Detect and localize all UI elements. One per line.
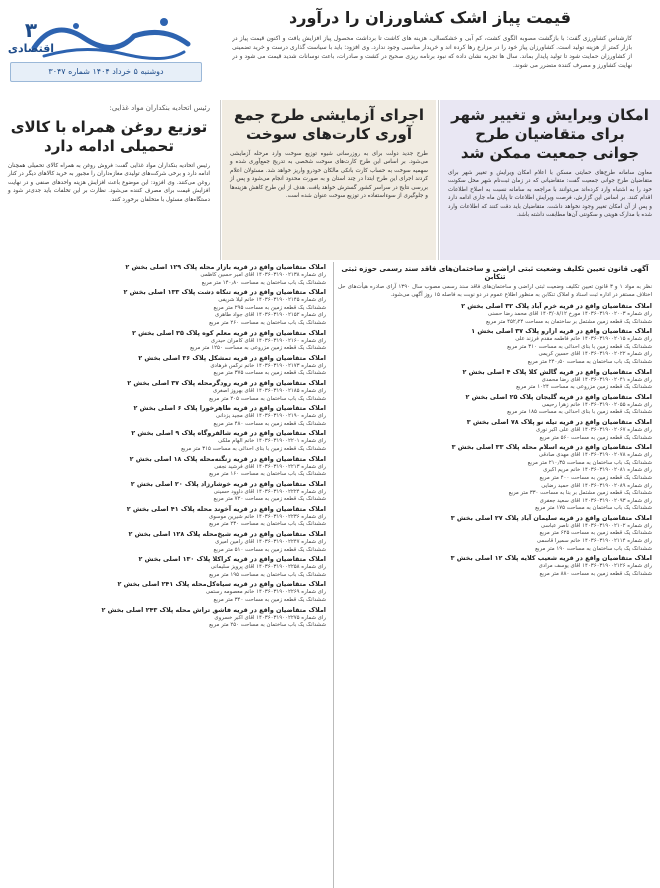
notice-entry-line: رأی شماره ۱۴۰۳۶۰۳۱۹۰۰۲۱۴۵ خانم لیلا شریفی [218,297,326,304]
feature-article-housing [440,100,660,260]
feature-article-fuel-cards [222,100,436,260]
feature-headline: امکان ویرایش و تغییر شهر برای متقاضیان طرح جوانی جمعیت ممکن شد [451,106,649,162]
notice-entry-line: ششدانگ یک باب ساختمان به مساحت ۱۹۵ متر مربع [209,571,326,578]
feature-body: معاون سامانه طرح‌های حمایتی مسکن با اعلام امکان ویرایش و تغییر شهر برای متقاضیان طرح جوانی جمعیت گفت: متقاضیانی که در زمان ثبت‌نام شهر محل سکونت خود را به اشتباه وارد کرده‌اند می‌توانند با مراجعه به سامانه نسبت به اصلاح اطلاعات اقدام کنند. بر اساس این گزارش، فرصت ویرایش اطلاعات تا پایان ماه جاری ادامه دارد و پس از آن امکان تغییر وجود نخواهد داشت. متقاضیان باید دقت کنند که اطلاعات وارد شده با مدارک هویتی و سکونتی آن‌ها مطابقت داشته باشد. [448,170,652,219]
notice-entry-line: رأی شماره ۱۴۰۳۶۰۳۱۹۰۰۲۱۵۲ آقای جواد طاهری [215,312,326,319]
feature-headline: اجرای آزمایشی طرح جمع آوری کارت‌های سوخت [234,106,424,143]
notice-entry-line: رأی شماره ۱۴۰۳۶۰۳۱۹۰۰۲۲۲۴ آقای داوود حسینی [213,488,326,495]
notice-column-right [333,262,656,888]
notice-header: آگهی قانون تعیین تکلیف وضعیت ثبتی اراضی و ساختمان‌های فاقد سند رسمی حوزه ثبتی تنکابن [341,265,649,281]
notice-entry-line: رأی شماره ۱۴۰۳۶۰۳۱۹۰۰۲۰۸۹ آقای حمید رضایی [541,482,652,489]
notice-entry-title: املاک متقاضیان واقع در قریه خوشارزاد پلاک ۲۰ اصلی بخش ۲ [130,479,326,488]
notice-entry-line: رأی شماره ۱۴۰۳۶۰۳۱۹۰۰۲۲۱۳ آقای فرشید نجفی [214,463,326,470]
notice-entry-line: ششدانگ یک قطعه زمین به مساحت ۲۹۵ متر مربع [213,304,326,311]
notice-column-left [4,262,330,888]
notice-entry-line: ششدانگ یک باب ساختمان به مساحت ۲۶۰ متر مربع [209,319,326,326]
notice-entry-title: املاک متقاضیان واقع در قریه شیخ‌محله پلاک ۱۲۸ اصلی بخش ۲ [128,530,326,539]
notice-entries-left [4,262,330,630]
notice-entry-line: رأی شماره ۱۴۰۳۶۰۳۱۹۰۰۲۰۶۷ آقای علی اکبر نوری [536,426,652,433]
column-divider [438,100,439,260]
notice-entry-line: ششدانگ یک باب ساختمان به مساحت ۲۱۰٫۳۵ متر مربع [527,459,652,466]
notice-entry-line: رأی شماره ۱۴۰۳۶۰۳۱۹۰۰۲۲۳۶ خانم شیرین موسوی [208,513,326,520]
notice-entry-title: املاک متقاضیان واقع در قریه طاهرخورا پلاک ۶ اصلی بخش ۲ [133,404,326,413]
notice-intro: نظر به مواد ۱ و ۳ قانون تعیین تکلیف وضعیت ثبتی اراضی و ساختمان‌های فاقد سند رسمی مصوب سال ۱۳۹۰ آرای صادره هیأت‌های حل اختلاف مستقر در اداره ثبت اسناد و املاک تنکابن به منظور اطلاع عموم در دو نوبت به فاصله ۱۵ روز آگهی می‌شود. [338,284,652,298]
notice-entry-title: املاک متقاضیان واقع در قریه بازار محله پلاک ۱۲۹ اصلی بخش ۲ [125,263,326,271]
notice-entry-line: ششدانگ یک قطعه زمین به مساحت ۳۴۰ متر مربع [213,597,326,604]
lead-headline: قیمت پیاز اشک کشاورزان را درآورد [289,8,571,27]
notice-entry-line: رأی شماره ۱۴۰۳۶۰۳۱۹۰۰۲۱۹۰ آقای مجید یزدانی [215,413,326,420]
notice-entry-title: املاک متقاضیان واقع در قریه فاشق تراش محله پلاک ۲۴۳ اصلی بخش ۲ [101,605,326,614]
notice-entry-line: رأی شماره ۱۴۰۳۶۰۳۱۹۰۰۲۱۳۸ آقای امیر حسین کاظمی [200,272,326,278]
notice-entry-title: املاک متقاضیان واقع در قریه ازارو پلاک ۳۷ اصلی بخش ۱ [471,327,652,336]
notice-entry-line: ششدانگ یک باب ساختمان به مساحت ۱۷۵ متر مربع [535,505,652,512]
notice-entry-line: ششدانگ یک قطعه زمین با بنای احداثی به مساحت ۳۱۵ متر مربع [181,445,326,452]
notice-entry-line: رأی شماره ۱۴۰۳۶۰۳۱۹۰۰۲۱۱۴ خانم سمیرا قاسمی [536,538,652,545]
notice-entry-line: ششدانگ یک باب ساختمان به مساحت ۲۰۵ متر مربع [209,395,326,402]
notice-entry-line: ششدانگ یک باب ساختمان به مساحت ۲۴۰٫۵۰ متر مربع [527,358,652,365]
notice-entry-line: ششدانگ یک باب ساختمان به مساحت ۲۵۰ متر مربع [209,622,326,629]
feature-headline: توزیع روغن همراه با کالای تحمیلی ادامه دارد [10,118,208,155]
notice-entry-title: املاک متقاضیان واقع در قریه تمشکل پلاک ۳۶ اصلی بخش ۲ [138,353,326,362]
notice-entry-title: املاک متقاضیان واقع در قریه شالفروگاه پلاک ۹ اصلی بخش ۲ [131,429,326,438]
notice-entry-line: ششدانگ یک قطعه زمین به مساحت ۴۸۰ متر مربع [213,420,326,427]
notice-entry-line: رأی شماره ۱۴۰۳۶۰۳۱۹۰۰۲۰۰۳ مورخ ۱۴۰۳/۰۸/۱۲ آقای محمد رضا حسنی [487,311,652,317]
notice-entry-line: ششدانگ یک قطعه زمین به مساحت ۸۸۰ متر مربع [539,570,652,577]
notice-entries-right [334,301,656,578]
notice-entry-title: املاک متقاضیان واقع در قریه اسلام محله پلاک ۳۳ اصلی بخش ۳ [451,443,652,452]
notice-entry-line: رأی شماره ۱۴۰۳۶۰۳۱۹۰۰۲۱۶۰ آقای کامران حیدری [210,337,326,344]
notice-entry-title: املاک متقاضیان واقع در قریه گالش کلا پلاک ۴ اصلی بخش ۲ [462,367,652,376]
notice-entry-line: رأی شماره ۱۴۰۳۶۰۳۱۹۰۰۲۲۷۵ آقای اکبر خسروی [214,614,326,621]
notice-entry-line: رأی شماره ۱۴۰۳۶۰۳۱۹۰۰۲۰۲۲ آقای حسین کریمی [538,351,652,358]
notice-entry-title: املاک متقاضیان واقع در قریه شعیب کلایه پلاک ۱۲ اصلی بخش ۳ [450,554,652,563]
notice-entry-title: املاک متقاضیان واقع در قریه رودگرمحله پلاک ۳۷ اصلی بخش ۲ [127,378,326,387]
notice-entry-title: املاک متقاضیان واقع در قریه سیاه‌کل‌محله پلاک ۲۴۱ اصلی بخش ۲ [117,580,326,589]
notice-entry-line: رأی شماره ۱۴۰۳۶۰۳۱۹۰۰۲۱۷۳ خانم نرگس فرهادی [210,362,326,369]
notice-entry-line: ششدانگ یک قطعه زمین مشتمل بر ساختمان به مساحت ۴۵۲٫۲۴ متر مربع [485,318,652,325]
notice-entry-title: املاک متقاضیان واقع در قریه آخوند محله پلاک ۴۱ اصلی بخش ۲ [126,504,326,513]
notice-entry-title: املاک متقاضیان واقع در قریه خرم آباد پلاک ۳۲ اصلی بخش ۲ [461,302,652,310]
notice-entry-line: رأی شماره ۱۴۰۳۶۰۳۱۹۰۰۲۰۸۱ خانم مریم اکبری [543,467,652,474]
issue-info-bar: دوشنبه ۵ خرداد ۱۴۰۴ شماره ۳۰۴۷ [10,62,202,82]
notice-entry-line: ششدانگ یک قطعه زمین به مساحت ۶۲۵ متر مربع [539,530,652,537]
notice-entry-line: رأی شماره ۱۴۰۳۶۰۳۱۹۰۰۲۱۰۲ آقای ناصر عباسی [540,522,652,529]
registry-notices [0,262,660,888]
section-label: اقتصادی [7,42,55,55]
notice-entry-title: املاک متقاضیان واقع در قریه معلم کوه پلاک ۳۵ اصلی بخش ۲ [131,328,326,337]
notice-entry-line: ششدانگ یک قطعه زمین مزروعی به مساحت ۱۰۲۴ متر مربع [516,384,652,391]
notice-entry-title: املاک متقاضیان واقع در قریه کراکلا پلاک ۱۳۰ اصلی بخش ۲ [138,555,326,564]
notice-entry-line: ششدانگ یک باب ساختمان به مساحت ۱۶۰ متر مربع [209,471,326,478]
notice-entry-line: ششدانگ یک قطعه زمین مشتمل بر بنا به مساحت ۳۳۰ متر مربع [508,490,652,497]
masthead [0,0,660,98]
notice-entry-line: رأی شماره ۱۴۰۳۶۰۳۱۹۰۰۲۱۲۶ آقای یوسف مرادی [538,563,652,570]
notice-entry-line: ششدانگ یک قطعه زمین به مساحت ۳۷۵ متر مربع [213,370,326,377]
notice-entry-line: رأی شماره ۱۴۰۳۶۰۳۱۹۰۰۲۰۴۱ آقای رضا محمدی [541,376,652,383]
notice-entry-title: املاک متقاضیان واقع در قریه تیله نو پلاک ۷۸ اصلی بخش ۳ [466,417,652,426]
lead-article-text: کارشناس کشاورزی گفت: با بازگشت مصوبه الگوی کشت، کم آبی و خشکسالی، هزینه های کاشت تا برداشت محصول پیاز افزایش یافت و اکنون قیمت پیاز در بازار کمتر از هزینه تولید است. کشاورزان پیاز خود را در مزارع رها کرده اند و خریدار مناسبی وجود ندارد. وی افزود: باید با سیاست گذاری درست و خرید تضمینی از کشاورزان حمایت شود تا تولید پایدار بماند. سال ها تجربه نشان داده که نبود برنامه ریزی صحیح در کشت و صادرات، باعث نوسانات شدید قیمت می شود و در نهایت کشاورز و مصرف کننده متضرر می شوند. [232,35,632,69]
notice-entry-line: ششدانگ یک قطعه زمین با بنای احداثی به مساحت ۱۸۵ متر مربع [507,409,652,416]
notice-entry-line: رأی شماره ۱۴۰۳۶۰۳۱۹۰۰۲۱۸۵ آقای بهروز اصغری [212,387,326,394]
notice-entry-line: رأی شماره ۱۴۰۳۶۰۳۱۹۰۰۲۲۴۷ آقای رامین امیری [215,539,326,546]
notice-entry-line: ششدانگ یک باب ساختمان به مساحت ۱۴۰٫۸۰ متر مربع [201,279,326,286]
notice-entry-line: رأی شماره ۱۴۰۳۶۰۳۱۹۰۰۲۰۱۵ خانم فاطمه مقدم فرزند علی [515,336,652,343]
notice-entry-title: املاک متقاضیان واقع در قریه زنگنه‌محله پلاک ۱۸ اصلی بخش ۲ [129,454,326,463]
notice-entry-line: ششدانگ یک قطعه زمین به مساحت ۵۶۰ متر مربع [539,434,652,441]
page-number: ۳ [24,18,38,42]
notice-entry-line: رأی شماره ۱۴۰۳۶۰۳۱۹۰۰۲۰۹۳ آقای سعید جعفری [539,497,652,504]
column-divider [220,100,221,260]
notice-entry-title: املاک متقاضیان واقع در قریه تنکاه دشت پلاک ۱۳۳ اصلی بخش ۲ [123,288,326,297]
feature-body: رئیس اتحادیه بنکداران مواد غذایی گفت: فروش روغن به همراه کالای تحمیلی همچنان ادامه دارد و برخی شرکت‌های تولیدی مغازه‌داران را مجبور به خرید کالاهای دیگر در کنار روغن می‌کنند. وی افزود: این موضوع باعث افزایش هزینه واحدهای صنفی و در نهایت افزایش قیمت برای مصرف کننده می‌شود. نظارت بر این تخلفات باید جدی‌تر شود و دستگاه‌های مسئول با متخلفان برخورد کنند. [8,163,210,203]
notice-entry-line: رأی شماره ۱۴۰۳۶۰۳۱۹۰۰۲۰۵۵ خانم زهرا رحیمی [541,401,652,408]
notice-entry-line: ششدانگ یک قطعه زمین به مساحت ۷۲۰ متر مربع [213,496,326,503]
feature-kicker: رئیس اتحادیه بنکداران مواد غذایی: [109,104,210,112]
notice-entry-line: رأی شماره ۱۴۰۳۶۰۳۱۹۰۰۲۲۶۹ خانم معصومه رستمی [205,589,326,596]
feature-article-oil [0,100,218,260]
notice-entry-line: رأی شماره ۱۴۰۳۶۰۳۱۹۰۰۲۲۵۸ آقای پرویز سلیمانی [210,564,326,571]
notice-entry-line: ششدانگ یک قطعه زمین با بنای احداثی به مساحت ۳۱۰ متر مربع [507,343,652,350]
notice-entry-line: ششدانگ یک باب ساختمان به مساحت ۲۳۰ متر مربع [209,521,326,528]
notice-entry-title: املاک متقاضیان واقع در قریه سلیمان آباد پلاک ۲۷ اصلی بخش ۳ [450,513,652,522]
feature-body: طرح جدید دولت برای به روزرسانی شیوه توزیع سوخت وارد مرحله آزمایشی می‌شود. بر اساس این طرح کارت‌های سوخت شخصی به تدریج جمع‌آوری شده و سهمیه سوخت به حساب کارت بانکی مالکان خودرو واریز خواهد شد. مسئولان اعلام کردند اجرای این طرح ابتدا در چند استان و به صورت محدود انجام می‌شود و پس از بررسی نتایج در سراسر کشور گسترش خواهد یافت. هدف از این طرح کاهش هزینه‌ها و جلوگیری از سوءاستفاده در توزیع سوخت عنوان شده است. [230,151,428,200]
notice-entry-line: ششدانگ یک قطعه زمین به مساحت ۵۱۰ متر مربع [213,546,326,553]
notice-entry-line: رأی شماره ۱۴۰۳۶۰۳۱۹۰۰۲۰۷۸ آقای مهدی صادقی [538,452,652,459]
notice-entry-title: املاک متقاضیان واقع در قریه گلیجان پلاک ۲۵ اصلی بخش ۲ [465,392,652,401]
notice-entry-line: ششدانگ یک باب ساختمان به مساحت ۱۹۰ متر مربع [535,545,652,552]
notice-entry-line: ششدانگ یک قطعه زمین به مساحت ۴۰۰ متر مربع [539,474,652,481]
notice-entry-line: ششدانگ یک قطعه زمین مزروعی به مساحت ۱۲۵۰ متر مربع [190,345,326,352]
notice-entry-line: رأی شماره ۱۴۰۳۶۰۳۱۹۰۰۲۲۰۱ خانم الهام ملکی [218,438,326,445]
